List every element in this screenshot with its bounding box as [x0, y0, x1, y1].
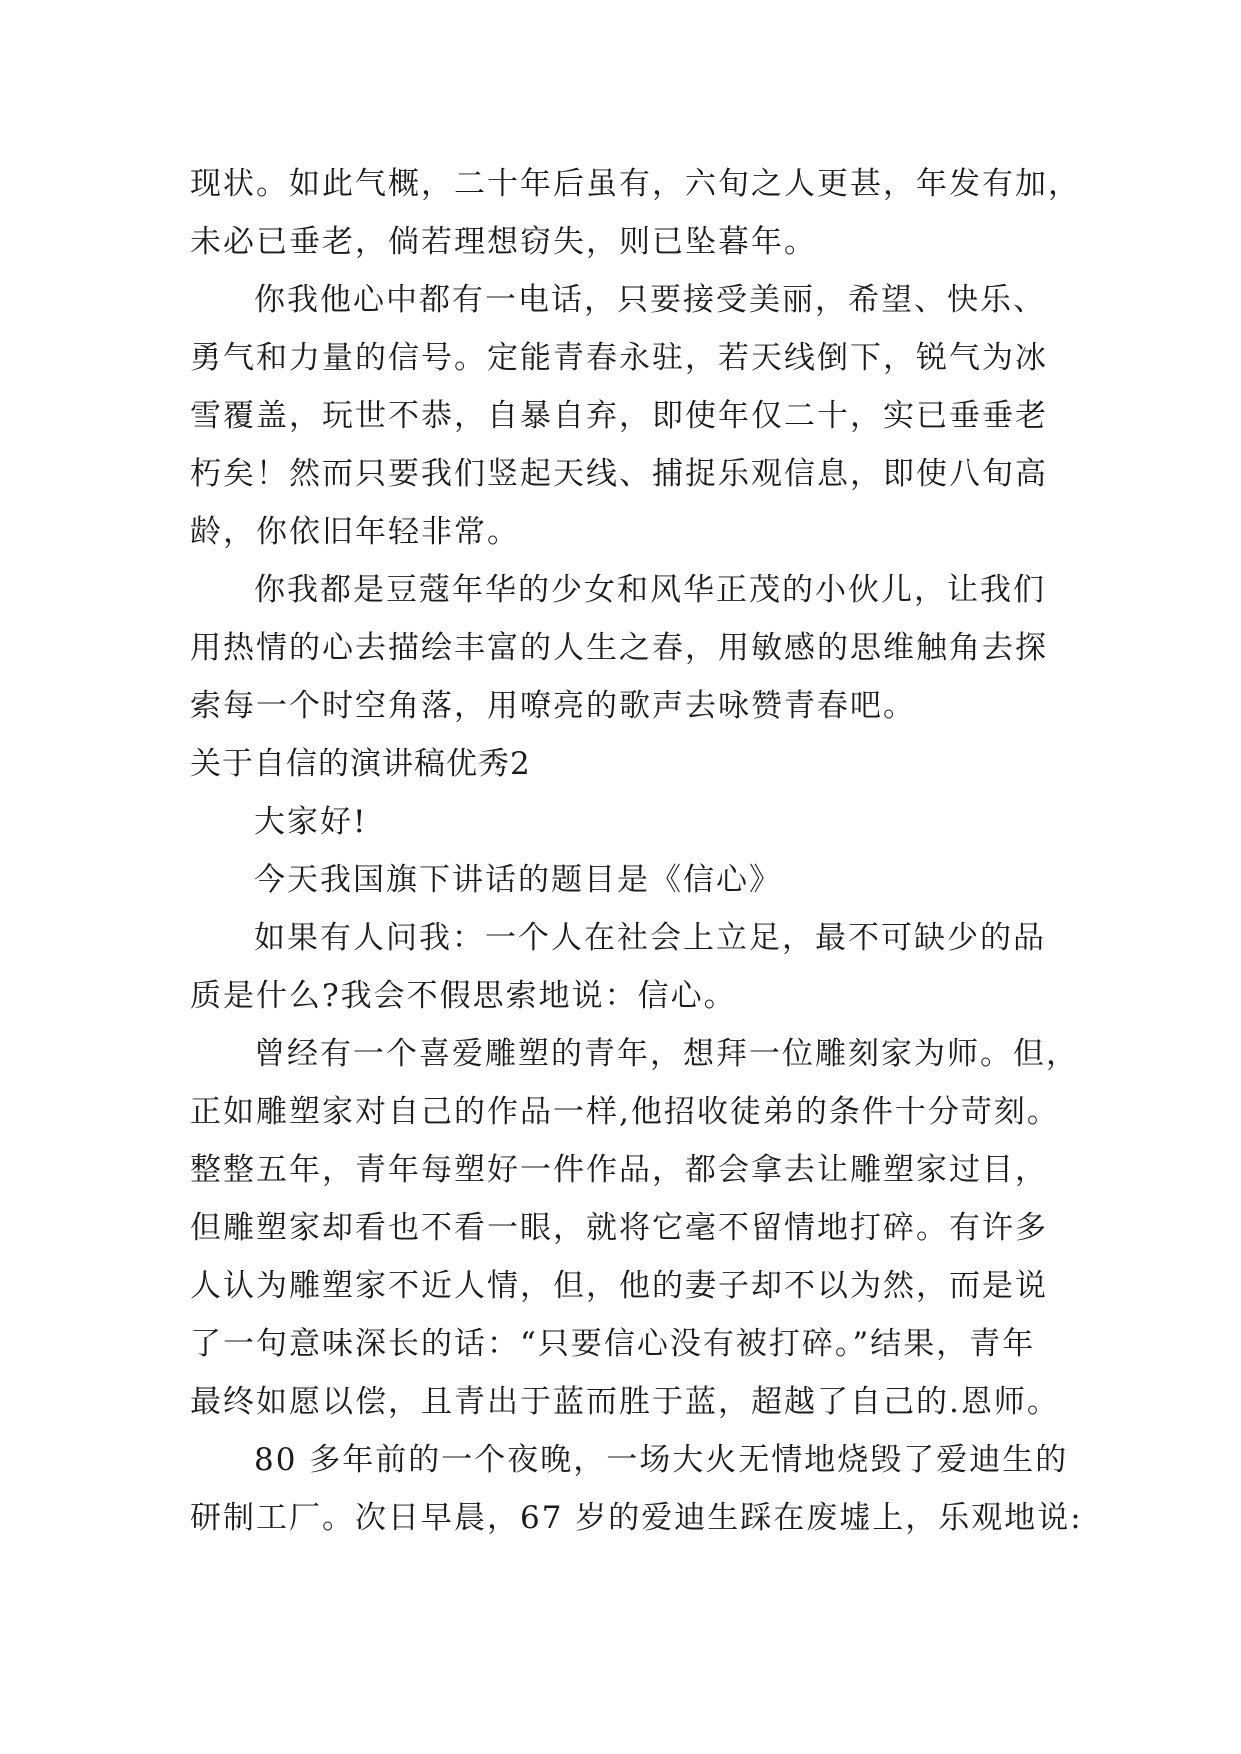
paragraph-line: 勇气和力量的信号。定能青春永驻，若天线倒下，锐气为冰 — [190, 340, 1048, 376]
paragraph-line: 最终如愿以偿，且青出于蓝而胜于蓝，超越了自己的.恩师。 — [190, 1384, 1060, 1420]
paragraph-line: 但雕塑家却看也不看一眼，就将它毫不留情地打碎。有许多 — [190, 1210, 1048, 1246]
paragraph-line: 如果有人问我：一个人在社会上立足，最不可缺少的品 — [254, 920, 1046, 956]
paragraph-line: 人认为雕塑家不近人情，但，他的妻子却不以为然，而是说 — [190, 1268, 1048, 1304]
paragraph-line: 索每一个时空角落，用嘹亮的歌声去咏赞青春吧。 — [190, 688, 916, 724]
paragraph-line: 用热情的心去描绘丰富的人生之春，用敏感的思维触角去探 — [190, 630, 1048, 666]
paragraph-line: 龄，你依旧年轻非常。 — [190, 514, 520, 550]
paragraph-line: 质是什么?我会不假思索地说：信心。 — [190, 978, 737, 1014]
paragraph-line: 你我他心中都有一电话，只要接受美丽，希望、快乐、 — [254, 282, 1046, 318]
paragraph-line: 了一句意味深长的话：“只要信心没有被打碎。”结果，青年 — [190, 1326, 1036, 1362]
paragraph-line: 曾经有一个喜爱雕塑的青年，想拜一位雕刻家为师。但， — [254, 1036, 1079, 1072]
paragraph-line: 研制工厂。次日早晨，67 岁的爱迪生踩在废墟上，乐观地说: — [190, 1500, 1083, 1536]
paragraph-line: 未必已垂老，倘若理想窃失，则已坠暮年。 — [190, 224, 817, 260]
greeting-line: 大家好! — [254, 804, 368, 840]
paragraph-line: 朽矣！然而只要我们竖起天线、捕捉乐观信息，即使八旬高 — [190, 456, 1048, 492]
document-body — [190, 155, 1083, 1547]
paragraph-line: 整整五年，青年每塑好一件作品，都会拿去让雕塑家过目， — [190, 1152, 1048, 1188]
paragraph-line: 现状。如此气概，二十年后虽有，六旬之人更甚，年发有加， — [190, 166, 1081, 202]
paragraph-line: 雪覆盖，玩世不恭，自暴自弃，即使年仅二十，实已垂垂老 — [190, 398, 1048, 434]
paragraph-line: 你我都是豆蔻年华的少女和风华正茂的小伙儿，让我们 — [254, 572, 1046, 608]
paragraph-line: 80 多年前的一个夜晚，一场大火无情地烧毁了爱迪生的 — [254, 1442, 1069, 1478]
paragraph-line: 今天我国旗下讲话的题目是《信心》 — [254, 862, 782, 898]
paragraph-line: 正如雕塑家对自己的作品一样,他招收徒弟的条件十分苛刻。 — [190, 1094, 1060, 1130]
section-heading: 关于自信的演讲稿优秀2 — [190, 746, 531, 782]
